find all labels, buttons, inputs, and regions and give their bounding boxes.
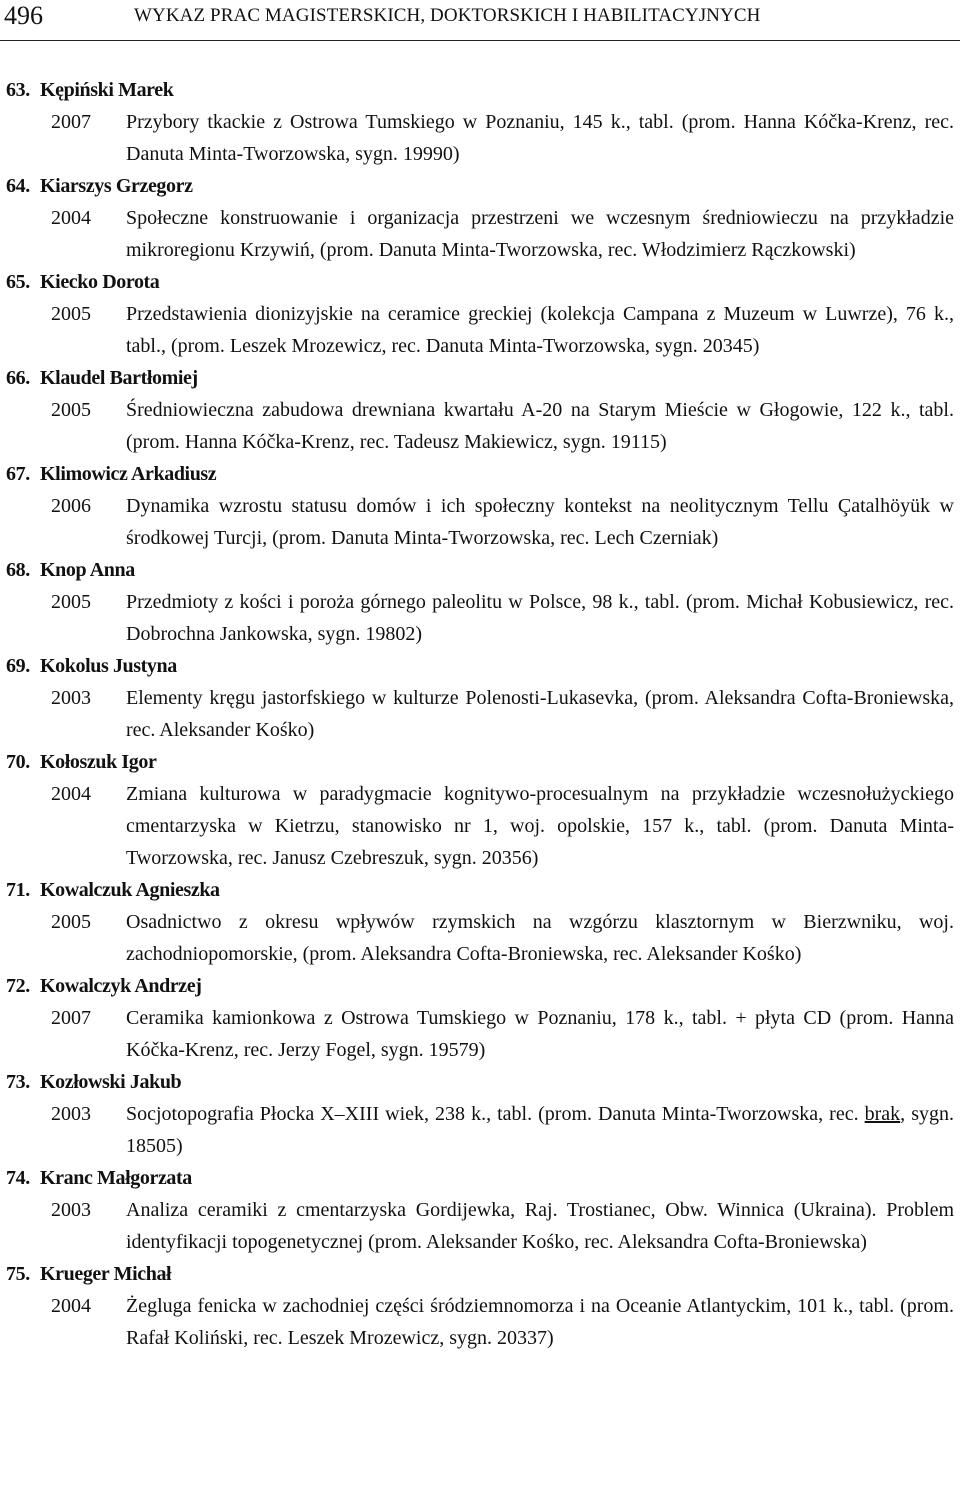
author-name: Kokolus Justyna [40,655,177,677]
entry-number: 66. [6,367,30,389]
entry-text [126,1098,954,1162]
entry-work [0,586,960,650]
author-name: Kowalczyk Andrzej [40,975,202,997]
entry-author [0,874,960,906]
entry-work [0,1194,960,1258]
entry-number: 64. [6,175,30,197]
entry-year: 2005 [51,591,91,613]
entry-number: 75. [6,1263,30,1285]
entry-year: 2003 [51,1103,91,1125]
list-item [0,74,960,170]
author-name: Kiecko Dorota [40,271,160,293]
entry-year: 2007 [51,111,91,133]
list-item [0,266,960,362]
entry-year: 2007 [51,1007,91,1029]
entry-author [0,970,960,1002]
entry-number: 68. [6,559,30,581]
entry-text: Elementy kręgu jastorfskiego w kulturze Polenosti-Lukasevka, (prom. Aleksandra Cofta-Broniewska, rec. Aleksander Kośko) [126,687,954,741]
entry-number: 70. [6,751,30,773]
entry-author [0,74,960,106]
entry-number: 63. [6,79,30,101]
entry-text-part: , sygn. 18505) [126,1103,954,1157]
list-item [0,1066,960,1162]
author-name: Kołoszuk Igor [40,751,157,773]
entry-work [0,1098,960,1162]
entry-year: 2005 [51,399,91,421]
entry-text: Przedstawienia dionizyjskie na ceramice greckiej (kolekcja Campana z Muzeum w Luwrze), 76 k., tabl., (prom. Leszek Mrozewicz, rec. Danuta Minta-Tworzowska, sygn. 20345) [126,303,954,357]
underlined-reviewer-note: brak [864,1103,901,1125]
thesis-list [0,74,960,1354]
entry-work [0,202,960,266]
entry-author [0,1162,960,1194]
list-item [0,1162,960,1258]
entry-text: Osadnictwo z okresu wpływów rzymskich na wzgórzu klasztornym w Bierzwniku, woj. zachodniopomorskie, (prom. Aleksandra Cofta-Broniewska, rec. Aleksander Kośko) [126,911,954,965]
list-item [0,170,960,266]
entry-work [0,490,960,554]
entry-text-part: Socjotopografia Płocka X–XIII wiek, 238 k., tabl. (prom. Danuta Minta-Tworzowska, rec. [126,1103,865,1125]
header-title: WYKAZ PRAC MAGISTERSKICH, DOKTORSKICH I HABILITACYJNYCH [134,5,761,26]
entry-work [0,106,960,170]
entry-author [0,1258,960,1290]
entry-year: 2004 [51,783,91,805]
author-name: Kranc Małgorzata [40,1167,192,1189]
author-name: Kowalczuk Agnieszka [40,879,220,901]
entry-author [0,650,960,682]
running-header [0,0,960,41]
author-name: Knop Anna [40,559,135,581]
entry-work [0,394,960,458]
entry-author [0,1066,960,1098]
entry-year: 2004 [51,1295,91,1317]
list-item [0,874,960,970]
entry-text: Przybory tkackie z Ostrowa Tumskiego w Poznaniu, 145 k., tabl. (prom. Hanna Kóčka-Krenz, rec. Danuta Minta-Tworzowska, sygn. 19990) [126,111,954,165]
entry-author [0,458,960,490]
entry-year: 2003 [51,1199,91,1221]
entry-author [0,170,960,202]
list-item [0,362,960,458]
author-name: Kozłowski Jakub [40,1071,182,1093]
entry-number: 65. [6,271,30,293]
entry-work [0,1002,960,1066]
list-item [0,458,960,554]
entry-number: 72. [6,975,30,997]
author-name: Klimowicz Arkadiusz [40,463,217,485]
entry-work [0,906,960,970]
entry-year: 2005 [51,911,91,933]
entry-text: Przedmioty z kości i poroża górnego paleolitu w Polsce, 98 k., tabl. (prom. Michał Kobusiewicz, rec. Dobrochna Jankowska, sygn. 19802) [126,591,954,645]
entry-year: 2003 [51,687,91,709]
list-item [0,1258,960,1354]
entry-work [0,298,960,362]
list-item [0,746,960,874]
author-name: Krueger Michał [40,1263,172,1285]
entry-author [0,554,960,586]
entry-author [0,266,960,298]
entry-year: 2006 [51,495,91,517]
entry-number: 69. [6,655,30,677]
list-item [0,970,960,1066]
entry-text: Żegluga fenicka w zachodniej części śródziemnomorza i na Oceanie Atlantyckim, 101 k., tabl. (prom. Rafał Koliński, rec. Leszek Mrozewicz, sygn. 20337) [126,1295,954,1349]
author-name: Kiarszys Grzegorz [40,175,193,197]
entry-text: Dynamika wzrostu statusu domów i ich społeczny kontekst na neolitycznym Tellu Çatalhöyük w środkowej Turcji, (prom. Danuta Minta-Tworzowska, rec. Lech Czerniak) [126,495,954,549]
list-item [0,650,960,746]
entry-text: Analiza ceramiki z cmentarzyska Gordijewka, Raj. Trostianec, Obw. Winnica (Ukraina). Problem identyfikacji topogenetycznej (prom. Aleksander Kośko, rec. Aleksandra Cofta-Broniewska) [126,1199,954,1253]
page-number: 496 [4,1,43,30]
entry-text: Średniowieczna zabudowa drewniana kwartału A-20 na Starym Mieście w Głogowie, 122 k., tabl. (prom. Hanna Kóčka-Krenz, rec. Tadeusz Makiewicz, sygn. 19115) [126,399,954,453]
entry-text: Ceramika kamionkowa z Ostrowa Tumskiego w Poznaniu, 178 k., tabl. + płyta CD (prom. Hanna Kóčka-Krenz, rec. Jerzy Fogel, sygn. 19579) [126,1007,954,1061]
entry-text: Społeczne konstruowanie i organizacja przestrzeni we wczesnym średniowieczu na przykładzie mikroregionu Krzywiń, (prom. Danuta Minta-Tworzowska, rec. Włodzimierz Rączkowski) [126,207,954,261]
entry-number: 73. [6,1071,30,1093]
entry-work [0,1290,960,1354]
author-name: Kępiński Marek [40,79,174,101]
entry-text: Zmiana kulturowa w paradygmacie kognitywo-procesualnym na przykładzie wczesnołużyckiego cmentarzyska w Kietrzu, stanowisko nr 1, woj. opolskie, 157 k., tabl. (prom. Danuta Minta-Tworzowska, rec. Janusz Czebreszuk, sygn. 20356) [126,783,954,869]
entry-author [0,362,960,394]
entry-number: 74. [6,1167,30,1189]
entry-work [0,778,960,874]
entry-author [0,746,960,778]
author-name: Klaudel Bartłomiej [40,367,198,389]
entry-number: 71. [6,879,30,901]
entry-year: 2005 [51,303,91,325]
entry-year: 2004 [51,207,91,229]
list-item [0,554,960,650]
entry-number: 67. [6,463,30,485]
entry-work [0,682,960,746]
